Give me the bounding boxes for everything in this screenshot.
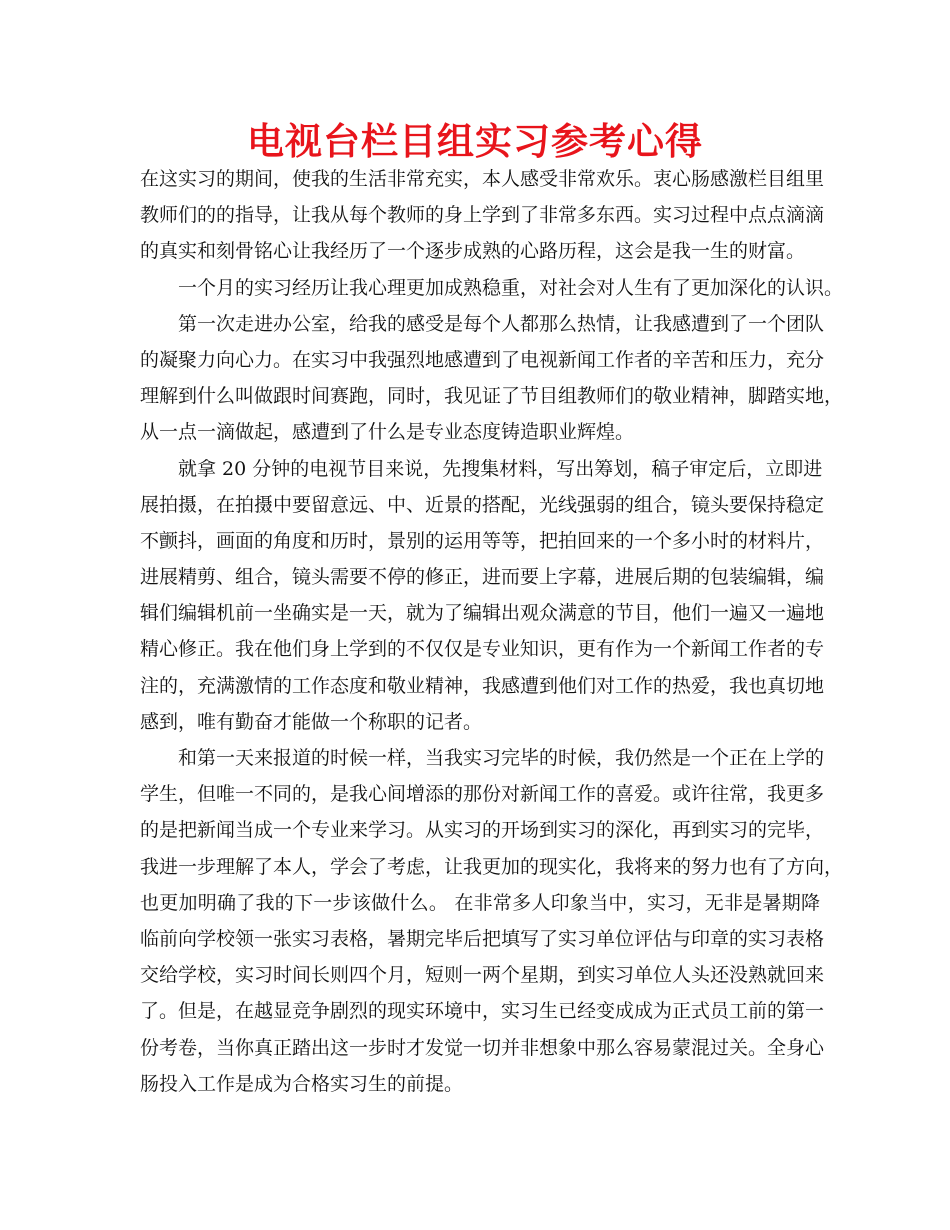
- body-text-line: 精心修正。我在他们身上学到的不仅仅是专业知识，更有作为一个新闻工作者的专: [140, 638, 825, 661]
- body-text-line: 临前向学校领一张实习表格，暑期完毕后把填写了实习单位评估与印章的实习表格: [140, 927, 825, 950]
- body-text-line: 也更加明确了我的下一步该做什么。 在非常多人印象当中，实习，无非是暑期降: [140, 891, 820, 914]
- body-text-line: 从一点一滴做起，感遭到了什么是专业态度铸造职业辉煌。: [140, 421, 635, 444]
- body-text-line: 理解到什么叫做跟时间赛跑，同时，我见证了节目组教师们的敬业精神，脚踏实地，: [140, 385, 844, 408]
- body-text-line: 肠投入工作是成为合格实习生的前提。: [140, 1072, 464, 1095]
- body-text-line: 一个月的实习经历让我心理更加成熟稳重，对社会对人生有了更加深化的认识。: [178, 276, 844, 299]
- body-text-line: 的是把新闻当成一个专业来学习。从实习的开场到实习的深化，再到实习的完毕，: [140, 819, 825, 842]
- body-text-line: 辑们编辑机前一坐确实是一天，就为了编辑出观众满意的节目，他们一遍又一遍地: [140, 602, 825, 625]
- body-text-line: 份考卷，当你真正踏出这一步时才发觉一切并非想象中那么容易蒙混过关。全身心: [140, 1036, 825, 1059]
- document-body: [140, 161, 844, 1102]
- body-text-line: 第一次走进办公室，给我的感受是每个人都那么热情，让我感遭到了一个团队: [178, 312, 825, 335]
- body-text-line: 注的，充满激情的工作态度和敬业精神，我感遭到他们对工作的热爱，我也真切地: [140, 674, 825, 697]
- body-text-line: 交给学校，实习时间长则四个月，短则一两个星期，到实习单位人头还没熟就回来: [140, 964, 825, 987]
- body-text-line: 的凝聚力向心力。在实习中我强烈地感遭到了电视新闻工作者的辛苦和压力，充分: [140, 348, 825, 371]
- body-text-line: 进展精剪、组合，镜头需要不停的修正，进而要上字幕，进展后期的包装编辑，编: [140, 566, 825, 589]
- body-text-line: 的真实和刻骨铭心让我经历了一个逐步成熟的心路历程，这会是我一生的财富。: [140, 240, 806, 263]
- body-text-line: 了。但是，在越显竞争剧烈的现实环境中，实习生已经变成成为正式员工前的第一: [140, 1000, 825, 1023]
- body-text-line: 学生，但唯一不同的，是我心间增添的那份对新闻工作的喜爱。或许往常，我更多: [140, 783, 825, 806]
- body-text-line: 教师们的的指导，让我从每个教师的身上学到了非常多东西。实习过程中点点滴滴: [140, 204, 825, 227]
- document-title: 电视台栏目组实习参考心得: [247, 120, 703, 163]
- body-text-line: 感到，唯有勤奋才能做一个称职的记者。: [140, 710, 483, 733]
- body-text-line: 在这实习的期间，使我的生活非常充实，本人感受非常欢乐。衷心肠感激栏目组里: [140, 168, 825, 190]
- body-text-line: 展拍摄，在拍摄中要留意远、中、近景的搭配，光线强弱的组合，镜头要保持稳定: [140, 493, 825, 516]
- body-text-line: 和第一天来报道的时候一样，当我实习完毕的时候，我仍然是一个正在上学的: [178, 747, 825, 769]
- body-text-line: 我进一步理解了本人，学会了考虑，让我更加的现实化，我将来的努力也有了方向，: [140, 855, 844, 878]
- body-text-line: 不颤抖，画面的角度和历时，景别的运用等等，把拍回来的一个多小时的材料片，: [140, 529, 825, 552]
- body-text-line: 就拿 20 分钟的电视节目来说，先搜集材料，写出筹划，稿子审定后，立即进: [178, 457, 823, 480]
